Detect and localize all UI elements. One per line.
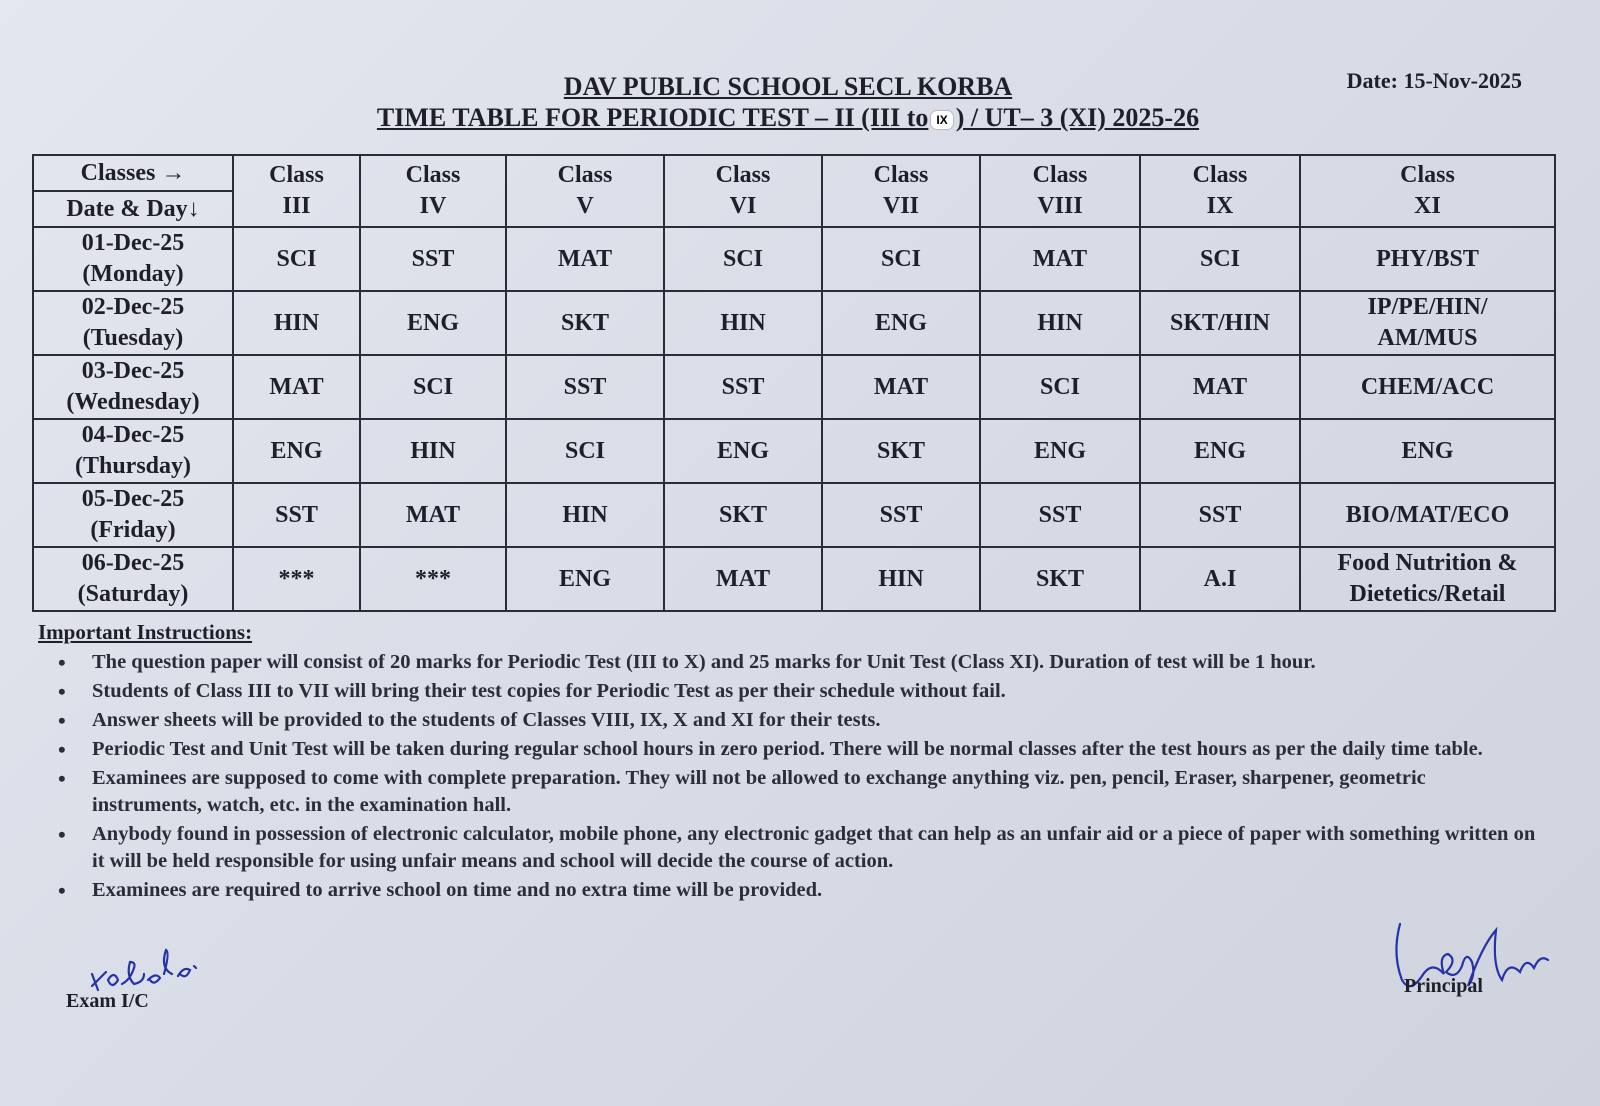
bullet-dot-icon: • (58, 766, 66, 791)
row-day: (Wednesday) (66, 389, 200, 415)
row-date: 03-Dec-25 (81, 358, 185, 384)
subject-cell: HIN (664, 291, 822, 355)
subject-cell: MAT (822, 355, 980, 419)
col-header-line2: IX (1206, 193, 1234, 219)
col-header-class-vii (822, 155, 980, 227)
col-header-line2: V (576, 193, 594, 219)
subject-cell: MAT (506, 227, 664, 291)
row-date: 05-Dec-25 (81, 486, 185, 512)
col-header-line2: IV (419, 193, 447, 219)
subject-cell: SCI (360, 355, 506, 419)
subject-cell: SKT/HIN (1140, 291, 1300, 355)
row-date-cell (33, 355, 233, 419)
subject-cell (1300, 291, 1555, 355)
instruction-text: The question paper will consist of 20 marks for Periodic Test (III to X) and 25 marks for Unit Test (Class XI). Duration of test will be 1 hour. (92, 651, 1316, 673)
col-header-line2: VII (882, 193, 919, 219)
subject-cell: ENG (1300, 419, 1555, 483)
col-header-class-iv (360, 155, 506, 227)
principal-label: Principal (1404, 975, 1483, 997)
table-row (33, 355, 1555, 419)
subject-cell: SKT (506, 291, 664, 355)
subject-cell: SST (822, 483, 980, 547)
subject-cell: ENG (233, 419, 360, 483)
instruction-text: Students of Class III to VII will bring their test copies for Periodic Test as per their schedule without fail. (92, 680, 1006, 702)
instructions-heading: Important Instructions: (38, 620, 253, 644)
subject-line1: Food Nutrition & (1337, 550, 1518, 576)
subject-line2: AM/MUS (1377, 325, 1478, 351)
col-header-line1: Class (557, 162, 613, 188)
subject-cell: *** (360, 547, 506, 611)
subject-cell: MAT (1140, 355, 1300, 419)
subject-cell: SCI (822, 227, 980, 291)
col-header-line2: III (282, 193, 311, 219)
subject-cell: SCI (506, 419, 664, 483)
subject-line1: IP/PE/HIN/ (1367, 294, 1488, 320)
subject-cell: SCI (980, 355, 1140, 419)
timetable (32, 154, 1556, 612)
corner-header-classes: Classes → (33, 155, 233, 191)
school-name: DAV PUBLIC SCHOOL SECL KORBA (563, 72, 1013, 101)
col-header-class-xi (1300, 155, 1555, 227)
subject-cell: PHY/BST (1300, 227, 1555, 291)
bullet-dot-icon: • (58, 679, 66, 704)
subject-cell: SST (506, 355, 664, 419)
subject-cell: CHEM/ACC (1300, 355, 1555, 419)
col-header-class-vi (664, 155, 822, 227)
row-date-cell (33, 547, 233, 611)
row-date: 01-Dec-25 (81, 230, 185, 256)
col-header-line2: XI (1414, 193, 1441, 219)
instruction-text: Anybody found in possession of electronic calculator, mobile phone, any electronic gadget that can help as an unfair aid or a piece of paper with something written on it will be held responsible for using unfair means and school will decide the course of action. (92, 823, 1536, 872)
subject-cell: HIN (822, 547, 980, 611)
row-date: 02-Dec-25 (81, 294, 185, 320)
subject-cell: ENG (822, 291, 980, 355)
subject-cell: SCI (1140, 227, 1300, 291)
row-date: 04-Dec-25 (81, 422, 185, 448)
list-item (38, 707, 1538, 734)
subject-cell: MAT (233, 355, 360, 419)
subject-cell: ENG (1140, 419, 1300, 483)
bullet-dot-icon: • (58, 878, 66, 903)
instruction-text: Examinees are supposed to come with complete preparation. They will not be allowed to exchange anything viz. pen, pencil, Eraser, sharpener, geometric instruments, watch, etc. in the examination hall. (92, 767, 1426, 816)
col-header-class-viii (980, 155, 1140, 227)
col-header-class-ix (1140, 155, 1300, 227)
subject-cell: SKT (822, 419, 980, 483)
list-item (38, 649, 1538, 676)
col-header-class-v (506, 155, 664, 227)
subject-cell (1300, 547, 1555, 611)
row-date-cell (33, 291, 233, 355)
subject-cell: HIN (233, 291, 360, 355)
bullet-dot-icon: • (58, 708, 66, 733)
subject-cell: SST (980, 483, 1140, 547)
row-date: 06-Dec-25 (81, 550, 185, 576)
subject-cell: HIN (980, 291, 1140, 355)
subject-line2: Dietetics/Retail (1349, 581, 1506, 607)
title-part-2: ) / UT– 3 (XI) 2025-26 (955, 103, 1200, 132)
subject-cell: SST (1140, 483, 1300, 547)
col-header-line1: Class (873, 162, 929, 188)
table-row (33, 547, 1555, 611)
row-day: (Tuesday) (82, 325, 184, 351)
subject-cell: BIO/MAT/ECO (1300, 483, 1555, 547)
list-item (38, 821, 1538, 875)
list-item (38, 678, 1538, 705)
instruction-text: Answer sheets will be provided to the students of Classes VIII, IX, X and XI for their tests. (92, 709, 881, 731)
subject-cell: HIN (506, 483, 664, 547)
subject-cell: HIN (360, 419, 506, 483)
timetable-title (0, 103, 1588, 133)
subject-cell: SKT (980, 547, 1140, 611)
subject-cell: SCI (664, 227, 822, 291)
subject-cell: ENG (980, 419, 1140, 483)
corner-header-date-day: Date & Day↓ (33, 191, 233, 227)
ix-badge: IX (930, 110, 953, 130)
subject-cell: MAT (980, 227, 1140, 291)
bullet-dot-icon: • (58, 822, 66, 847)
table-row (33, 291, 1555, 355)
table-row (33, 419, 1555, 483)
subject-cell: MAT (360, 483, 506, 547)
col-header-line1: Class (1400, 162, 1455, 188)
subject-cell: *** (233, 547, 360, 611)
list-item (38, 765, 1538, 819)
table-row (33, 227, 1555, 291)
row-date-cell (33, 419, 233, 483)
col-header-line1: Class (405, 162, 461, 188)
row-day: (Monday) (82, 261, 184, 287)
exam-ic-label: Exam I/C (66, 990, 149, 1012)
col-header-class-iii (233, 155, 360, 227)
instruction-text: Periodic Test and Unit Test will be taken during regular school hours in zero period. There will be normal classes after the test hours as per the daily time table. (92, 738, 1483, 760)
instructions-section (38, 620, 1538, 906)
col-header-line2: VI (729, 193, 757, 219)
subject-cell: SCI (233, 227, 360, 291)
bullet-dot-icon: • (58, 650, 66, 675)
row-day: (Friday) (90, 517, 176, 543)
subject-cell: SKT (664, 483, 822, 547)
instruction-text: Examinees are required to arrive school on time and no extra time will be provided. (92, 879, 823, 901)
row-day: (Saturday) (77, 581, 189, 607)
subject-cell: SST (360, 227, 506, 291)
col-header-line1: Class (715, 162, 771, 188)
instructions-list (38, 649, 1538, 904)
subject-cell: SST (233, 483, 360, 547)
row-date-cell (33, 227, 233, 291)
subject-cell: ENG (664, 419, 822, 483)
subject-cell: SST (664, 355, 822, 419)
col-header-line1: Class (1032, 162, 1088, 188)
subject-cell: ENG (360, 291, 506, 355)
col-header-line1: Class (1192, 162, 1248, 188)
bullet-dot-icon: • (58, 737, 66, 762)
table-row (33, 483, 1555, 547)
row-date-cell (33, 483, 233, 547)
list-item (38, 736, 1538, 763)
col-header-line2: VIII (1037, 193, 1083, 219)
subject-cell: MAT (664, 547, 822, 611)
title-part-1: TIME TABLE FOR PERIODIC TEST – II (III to (376, 103, 929, 132)
list-item (38, 877, 1538, 904)
document-date: Date: 15-Nov-2025 (1346, 68, 1522, 93)
row-day: (Thursday) (74, 453, 192, 479)
subject-cell: A.I (1140, 547, 1300, 611)
col-header-line1: Class (269, 162, 324, 188)
subject-cell: ENG (506, 547, 664, 611)
